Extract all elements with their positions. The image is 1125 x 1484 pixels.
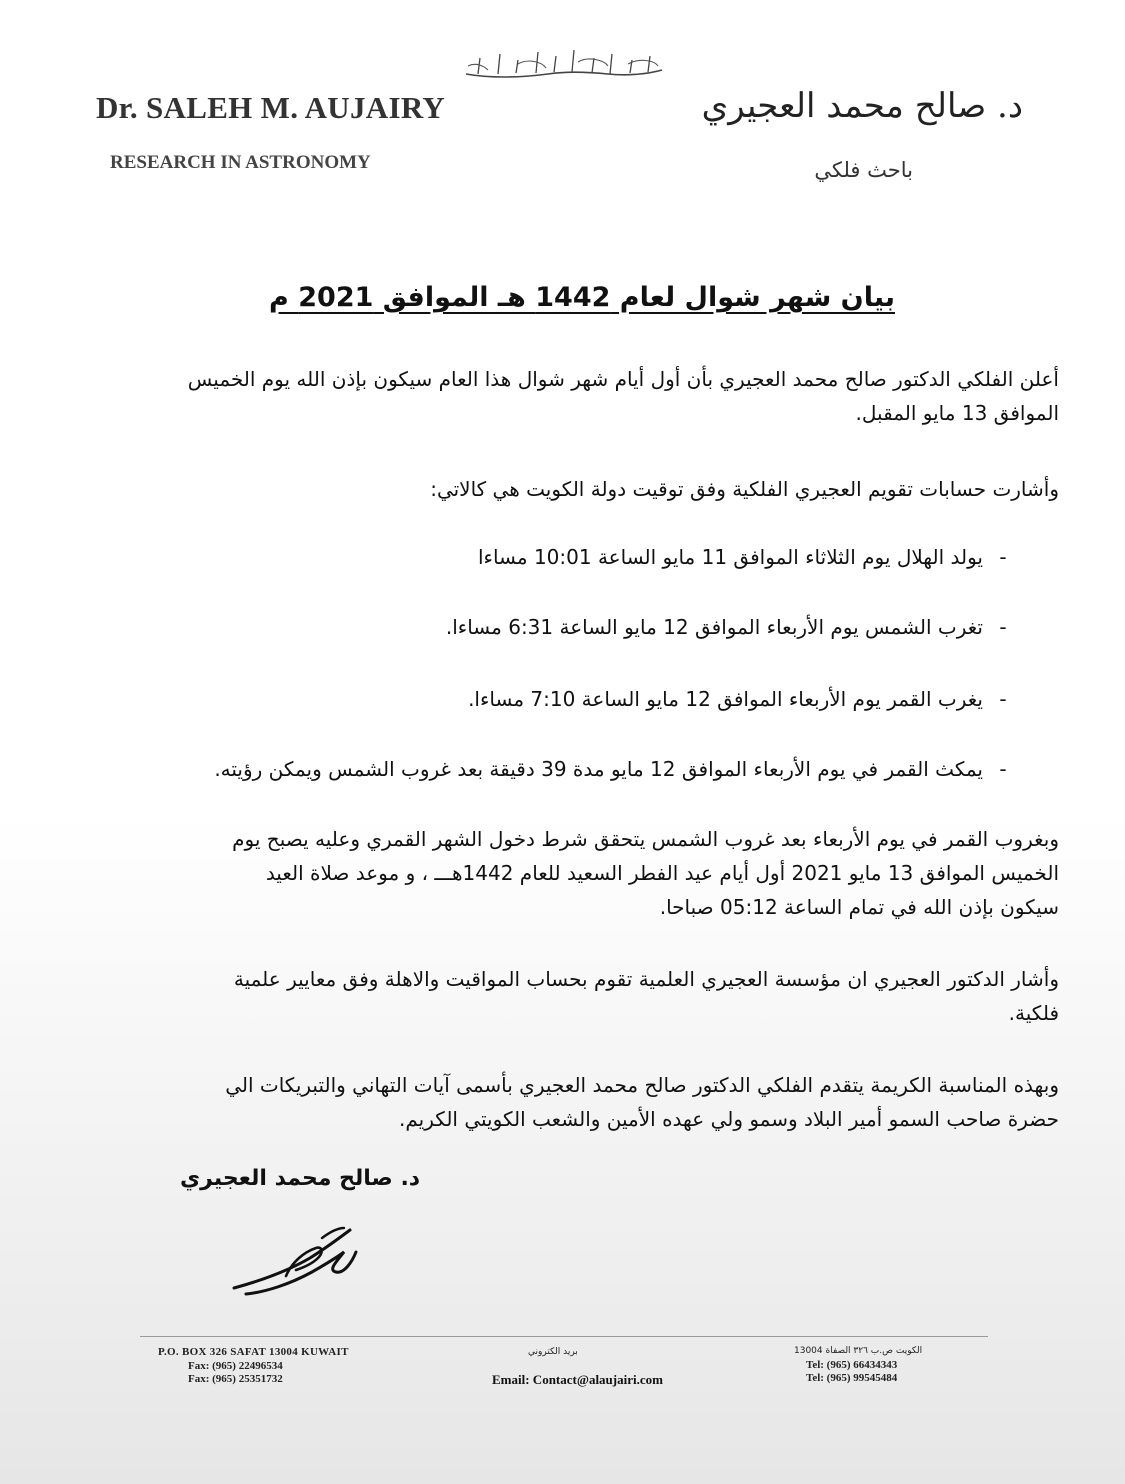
paragraph-institution [58,962,1059,1030]
paragraph-line: وبهذه المناسبة الكريمة يتقدم الفلكي الدكتور صالح محمد العجيري بأسمى آيات التهاني والتبريكات الي [225,1073,1059,1097]
footer-tel-2: Tel: (965) 99545484 [806,1372,898,1384]
signer-name: د. صالح محمد العجيري [180,1166,421,1191]
list-item-text: يولد الهلال يوم الثلاثاء الموافق 11 مايو الساعة 10:01 مساءا [477,545,983,569]
footer-tel-1: Tel: (965) 66434343 [806,1359,898,1371]
paragraph-line: وأشارت حسابات تقويم العجيري الفلكية وفق توقيت دولة الكويت هي كالاتي: [430,477,1059,501]
bullet-marker: - [999,615,1007,639]
footer-fax-2: Fax: (965) 25351732 [188,1373,283,1385]
paragraph-eid-date [58,822,1059,924]
paragraph-line: فلكية. [1008,1001,1059,1025]
paragraph-calculations [58,472,1059,506]
paragraph-announcement [58,362,1059,430]
arabic-title: باحث فلكي [814,158,913,182]
english-title: RESEARCH IN ASTRONOMY [110,152,371,173]
paragraph-line: حضرة صاحب السمو أمير البلاد وسمو ولي عهده الأمين والشعب الكويتي الكريم. [399,1107,1059,1131]
list-item-text: يمكث القمر في يوم الأربعاء الموافق 12 مايو مدة 39 دقيقة بعد غروب الشمس ويمكن رؤيته. [214,757,983,781]
paragraph-line: الموافق 13 مايو المقبل. [855,401,1059,425]
footer-email-label: بريد الكتروني [528,1347,578,1357]
paragraph-line: وأشار الدكتور العجيري ان مؤسسة العجيري العلمية تقوم بحساب المواقيت والاهلة وفق معايير علمية [233,967,1059,991]
footer-email: Email: Contact@alaujairi.com [492,1372,663,1387]
footer-fax-1: Fax: (965) 22496534 [188,1360,283,1372]
list-item [58,610,1023,644]
list-item [58,752,1023,786]
handwritten-signature [226,1222,366,1302]
arabic-name: د. صالح محمد العجيري [701,86,1023,126]
list-item-text: تغرب الشمس يوم الأربعاء الموافق 12 مايو الساعة 6:31 مساءا. [445,615,983,639]
footer-address: الكويت ص.ب ٣٢٦ الصفاة 13004 [794,1346,923,1356]
paragraph-line: سيكون بإذن الله في تمام الساعة 05:12 صباحا. [659,895,1059,919]
list-item [58,682,1023,716]
paragraph-line: وبغروب القمر في يوم الأربعاء بعد غروب الشمس يتحقق شرط دخول الشهر القمري وعليه يصبح يوم [232,827,1059,851]
bullet-marker: - [999,687,1007,711]
basmala-calligraphy [458,44,668,86]
paragraph-line: أعلن الفلكي الدكتور صالح محمد العجيري بأن أول أيام شهر شوال هذا العام سيكون بإذن الله يوم الخميس [187,367,1059,391]
paragraph-greetings [58,1068,1059,1136]
bullet-marker: - [999,545,1007,569]
paragraph-line: الخميس الموافق 13 مايو 2021 أول أيام عيد الفطر السعيد للعام 1442هـــ ، و موعد صلاة العيد [265,861,1059,885]
footer-po-box: P.O. BOX 326 SAFAT 13004 KUWAIT [158,1346,349,1358]
bullet-marker: - [999,757,1007,781]
statement-title: بيان شهر شوال لعام 1442 هـ الموافق 2021 م [269,282,895,313]
footer-divider [140,1336,988,1337]
list-item [58,540,1023,574]
english-name: Dr. SALEH M. AUJAIRY [96,90,446,125]
list-item-text: يغرب القمر يوم الأربعاء الموافق 12 مايو الساعة 7:10 مساءا. [468,687,983,711]
